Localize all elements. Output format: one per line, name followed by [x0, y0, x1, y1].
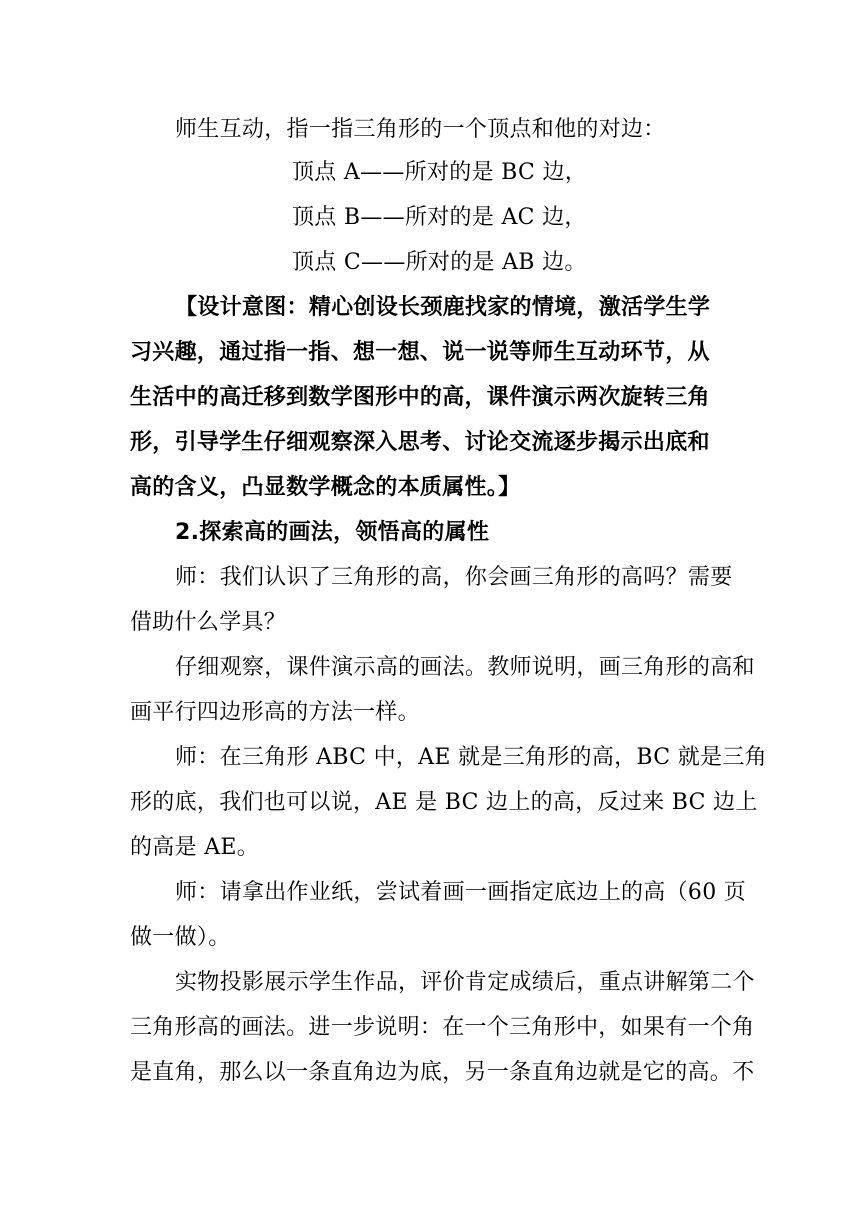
observe-line-1: 仔细观察，课件演示高的画法。教师说明，画三角形的高和 — [175, 655, 755, 680]
vertex-b-line: 顶点 B——所对的是 AC 边， — [292, 205, 587, 230]
observe-line-2: 画平行四边形高的方法一样。 — [130, 700, 420, 725]
design-intent-text-1: 精心创设长颈鹿找家的情境，激活学生学 — [308, 295, 711, 320]
design-intent-line-2: 习兴趣，通过指一指、想一想、说一说等师生互动环节，从 — [130, 340, 710, 365]
teacher-explain-line-1: 师：在三角形 ABC 中，AE 就是三角形的高，BC 就是三角 — [175, 745, 767, 770]
teacher-explain-line-3: 的高是 AE。 — [130, 835, 260, 860]
design-intent-line-1 — [175, 293, 710, 323]
projection-line-1: 实物投影展示学生作品，评价肯定成绩后，重点讲解第二个 — [175, 970, 755, 995]
design-intent-line-5: 高的含义，凸显数学概念的本质属性。】 — [130, 475, 521, 500]
projection-line-3: 是直角，那么以一条直角边为底，另一条直角边就是它的高。不 — [130, 1060, 755, 1085]
section-heading: 2.探索高的画法，领悟高的属性 — [175, 520, 490, 545]
paragraph-interaction: 师生互动，指一指三角形的一个顶点和他的对边： — [175, 117, 666, 142]
teacher-task-line-2: 做一做）。 — [130, 925, 231, 950]
teacher-explain-line-2: 形的底，我们也可以说，AE 是 BC 边上的高，反过来 BC 边上 — [130, 790, 758, 815]
teacher-task-line-1: 师：请拿出作业纸，尝试着画一画指定底边上的高（60 页 — [175, 880, 747, 905]
design-intent-line-3: 生活中的高迁移到数学图形中的高，课件演示两次旋转三角 — [130, 385, 710, 410]
vertex-a-line: 顶点 A——所对的是 BC 边， — [292, 160, 588, 185]
vertex-c-line: 顶点 C——所对的是 AB 边。 — [292, 250, 587, 275]
design-intent-line-4: 形，引导学生仔细观察深入思考、讨论交流逐步揭示出底和 — [130, 430, 710, 455]
teacher-question-line-2: 借助什么学具？ — [130, 610, 287, 635]
projection-line-2: 三角形高的画法。进一步说明：在一个三角形中，如果有一个角 — [130, 1015, 755, 1040]
design-intent-label: 【设计意图： — [175, 295, 309, 320]
teacher-question-line-1: 师：我们认识了三角形的高，你会画三角形的高吗？需要 — [175, 565, 733, 590]
